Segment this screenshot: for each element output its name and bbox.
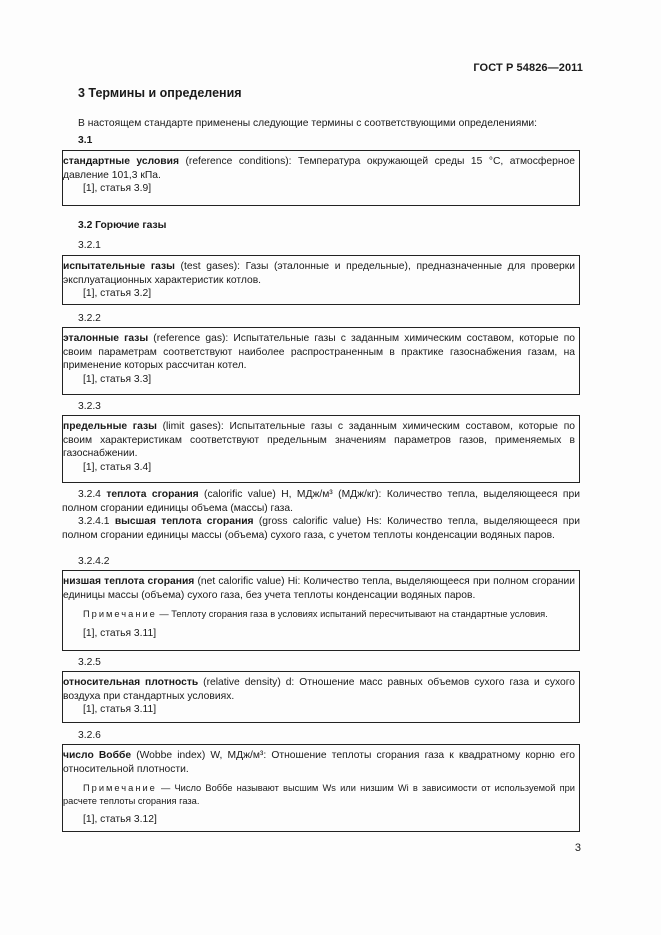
page-number: 3 bbox=[574, 842, 581, 854]
term-number-3-2-1: 3.2.1 bbox=[78, 240, 101, 251]
standard-header: ГОСТ Р 54826—2011 bbox=[473, 62, 583, 74]
term-box-3-2-1: испытательные газы (test gases): Газы (эталонные и предельные), предназначенные для проверки эксплуатационных характеристик котлов. [1], статья 3.2] bbox=[62, 255, 580, 305]
term-text: стандартные условия (reference conditions): Температура окружающей среды 15 °С, атмосферное давление 101,3 кПа. bbox=[63, 156, 575, 181]
paragraph-3-2-4-1: 3.2.4.1 высшая теплота сгорания (gross calorific value) Hs: Количество тепла, выделяющееся при полном сгорании единицы массы (объема) сухого газа, с учетом теплоты конденсации водяных паров. bbox=[62, 516, 580, 541]
term-box-3-2-4-2: низшая теплота сгорания (net calorific value) Hi: Количество тепла, выделяющееся при полном сгорании единицы массы (объема) сухого газа, без учета теплоты конденсации водяных паров. Примечание — Теплоту сгорания газа в условиях испытаний пересчитывают на стандартные условия. [1], статья 3.11] bbox=[62, 570, 580, 651]
section-title: 3 Термины и определения bbox=[78, 86, 242, 100]
term-number-3-2-4-2: 3.2.4.2 bbox=[78, 556, 110, 567]
subsection-title: 3.2 Горючие газы bbox=[78, 220, 167, 231]
term-box-3-2-2: эталонные газы (reference gas): Испытательные газы с заданным химическим составом, которые по своим параметрам соответствуют наиболее распространенным в практике газоснабжения газам, на применение которых рассчитан котел. [1], статья 3.3] bbox=[62, 327, 580, 395]
term-box-3-2-3: предельные газы (limit gases): Испытательные газы с заданным химическим составом, которые по своим характеристикам соответствуют предельным значениям параметров газов, применяемых в газоснабжении. [1], статья 3.4] bbox=[62, 415, 580, 483]
term-box-3-2-6: число Воббе (Wobbe index) W, МДж/м³: Отношение теплоты сгорания газа к квадратному корню его относительной плотности. Примечание — Число Воббе называют высшим Ws или низшим Wi в зависимости от используемой при расчете теплоты сгорания газа. [1], статья 3.12] bbox=[62, 744, 580, 832]
term-number-3-2-3: 3.2.3 bbox=[78, 401, 101, 412]
term-number-3-2-2: 3.2.2 bbox=[78, 313, 101, 324]
term-box-3-1 bbox=[62, 150, 580, 206]
term-number-3-1: 3.1 bbox=[78, 135, 93, 146]
term-ref: [1], статья 3.9] bbox=[83, 183, 152, 194]
intro-text: В настоящем стандарте применены следующие термины с соответствующими определениями: bbox=[78, 118, 538, 129]
note: Примечание — Число Воббе называют высшим Ws или низшим Wi в зависимости от используемой при расчете теплоты сгорания газа. bbox=[63, 783, 575, 806]
note: Примечание — Теплоту сгорания газа в условиях испытаний пересчитывают на стандартные условия. bbox=[83, 609, 548, 619]
term-number-3-2-5: 3.2.5 bbox=[78, 657, 101, 668]
paragraph-3-2-4: 3.2.4 теплота сгорания (calorific value) H, МДж/м³ (МДж/кг): Количество тепла, выделяющееся при полном сгорании единицы объема (массы) газа. bbox=[62, 489, 580, 514]
term-number-3-2-6: 3.2.6 bbox=[78, 730, 101, 741]
term-box-3-2-5: относительная плотность (relative density) d: Отношение масс равных объемов сухого газа и сухого воздуха при стандартных условиях. [1], статья 3.11] bbox=[62, 671, 580, 723]
